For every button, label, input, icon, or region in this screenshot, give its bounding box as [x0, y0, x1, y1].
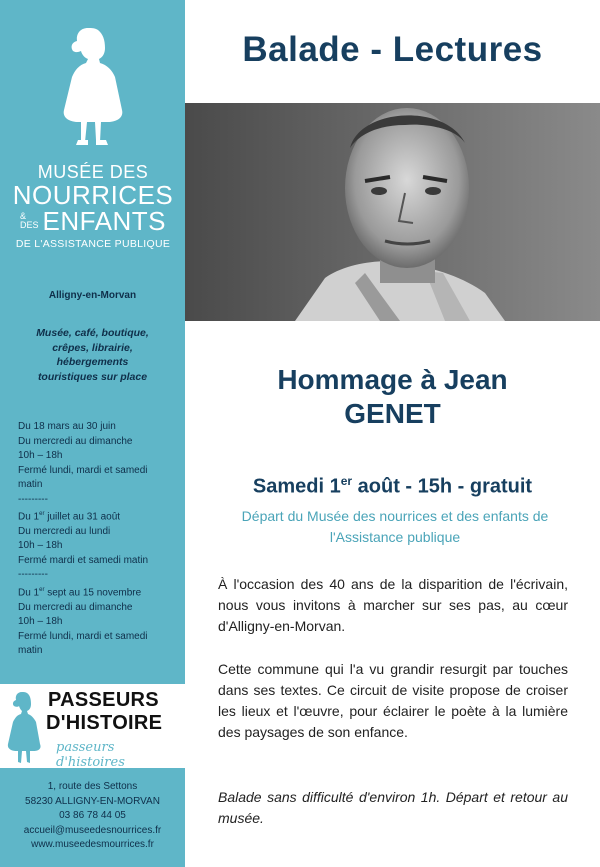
separator: ---------: [18, 493, 48, 505]
museum-name-amp-des: [20, 212, 39, 230]
period1-time: 10h – 18h: [18, 450, 63, 461]
museum-name-amp: &: [20, 211, 27, 221]
period2-sup: er: [39, 511, 45, 517]
event-heading-line1: Hommage à Jean: [277, 364, 508, 395]
town-name: Alligny-en-Morvan: [48, 290, 137, 301]
period3-closed-cont: matin: [18, 645, 43, 657]
period2-pre: Du 1: [18, 511, 40, 523]
period2-days: Du mercredi au lundi: [18, 525, 111, 537]
phone-number: 03 86 78 44 05: [59, 810, 126, 821]
period2-time: 10h – 18h: [18, 540, 63, 552]
services-line: crêpes, librairie,: [52, 341, 133, 354]
period1-days: Du mercredi au dimanche: [18, 435, 133, 447]
portrait-image: [185, 103, 600, 321]
period3-post: sept au 15 novembre: [44, 587, 142, 599]
passeurs-logo: [0, 684, 185, 768]
museum-logo: [0, 22, 185, 147]
services-line: touristiques sur place: [37, 370, 148, 383]
opening-hours: [18, 420, 180, 659]
period3-time: 10h – 18h: [18, 616, 63, 628]
period3-days: Du mercredi au dimanche: [18, 601, 133, 613]
separator: ---------: [18, 569, 48, 581]
museum-name-enfants: ENFANTS: [42, 206, 166, 236]
portrait-photo: [185, 103, 600, 321]
departure-line1: Départ du Musée des nourrices et des enfants de: [241, 508, 549, 524]
paragraph-practical: Balade sans difficulté d'environ 1h. Départ et retour au musée.: [218, 789, 568, 826]
period1-closed: Fermé lundi, mardi et samedi: [18, 464, 148, 476]
museum-name-line1: MUSÉE DES: [37, 162, 149, 182]
event-date-sup: er: [340, 474, 353, 488]
period1-dates: Du 18 mars au 30 juin: [18, 421, 116, 432]
paragraph-intro: À l'occasion des 40 ans de la disparition de l'écrivain, nous vous invitons à marcher sur ses pas, au cœur d'Alligny-en-Morvan.: [218, 576, 568, 634]
address-line2: 58230 ALLIGNY-EN-MORVAN: [25, 795, 160, 807]
period3-sup: er: [39, 586, 45, 593]
period2-closed: Fermé mardi et samedi matin: [18, 554, 149, 566]
period2-post: juillet au 31 août: [44, 511, 121, 523]
period3-dates: [18, 583, 180, 601]
period3-closed: Fermé lundi, mardi et samedi: [18, 630, 148, 642]
museum-name-line3: [8, 208, 178, 234]
museum-name-line4: DE L'ASSISTANCE PUBLIQUE: [15, 238, 171, 250]
email-link[interactable]: accueil@museedesnourrices.fr: [23, 824, 162, 836]
main-content: [185, 0, 600, 867]
paragraph-description: Cette commune qui l'a vu grandir resurgit par touches dans ses textes. Ce circuit de visite propose de croiser les lieux et l'œuvre, pour éclairer le poète à la lumière des paysages de son enfance.: [218, 661, 568, 740]
event-date-post: août - 15h - gratuit: [352, 475, 533, 498]
child-silhouette-icon: [48, 22, 138, 147]
page-title: Balade - Lectures: [242, 30, 543, 69]
child-silhouette-icon: [2, 688, 46, 766]
period3-pre: Du 1: [18, 587, 40, 599]
address-line1: 1, route des Settons: [47, 781, 138, 792]
event-heading: [185, 363, 600, 431]
website-link[interactable]: www.museedesmourrices.fr: [31, 839, 154, 850]
museum-name-des: DES: [20, 220, 39, 230]
event-date: [185, 474, 600, 499]
sidebar: [0, 0, 185, 867]
passeurs-tagline: passeurs d'histoires: [56, 740, 125, 770]
event-date-pre: Samedi 1: [252, 475, 341, 498]
passeurs-line1: PASSEURS: [48, 689, 159, 711]
services-line: hébergements: [56, 356, 129, 368]
departure-info: [195, 506, 595, 548]
museum-name-line2: NOURRICES: [12, 180, 174, 210]
period1-closed-cont: matin: [18, 479, 43, 490]
departure-line2: l'Assistance publique: [329, 529, 461, 545]
period2-dates: [18, 507, 180, 525]
services-line: Musée, café, boutique,: [36, 327, 149, 339]
contact-info: [0, 780, 185, 853]
museum-name: [8, 162, 178, 250]
event-heading-line2: GENET: [344, 398, 441, 429]
services-list: [10, 326, 175, 384]
passeurs-line2: D'HISTOIRE: [46, 712, 163, 734]
